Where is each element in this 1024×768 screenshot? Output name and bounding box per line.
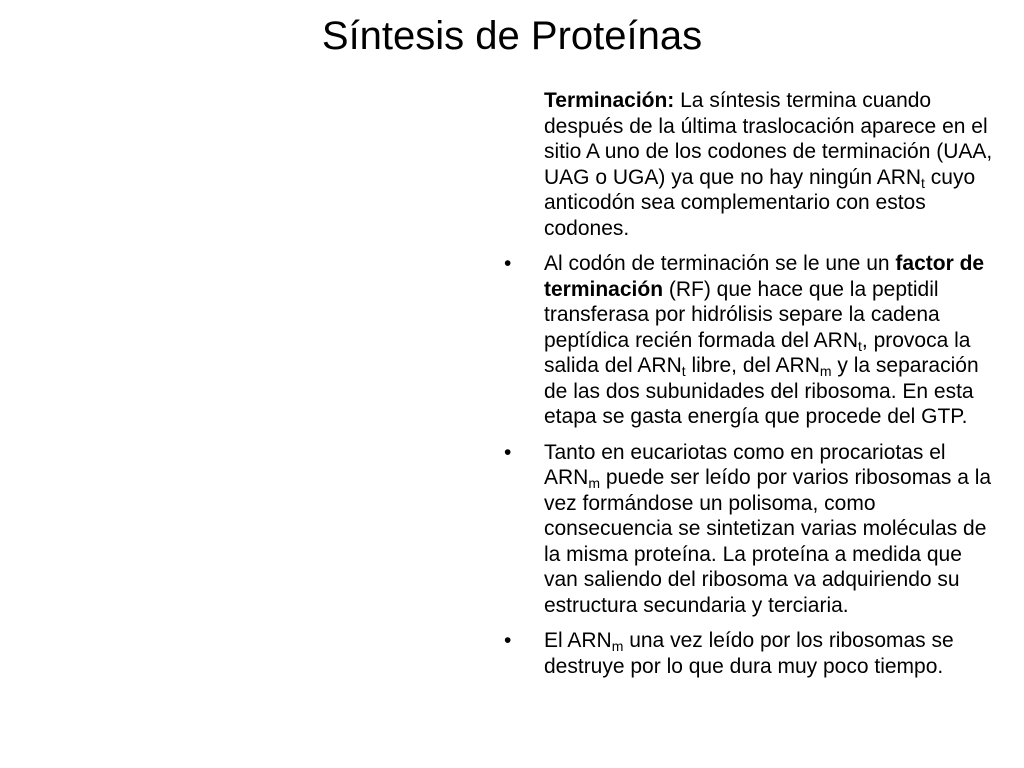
subscript: m [588, 475, 601, 491]
text-run: Tanto en eucariotas como en procariotas el ARN [544, 440, 946, 489]
bold-term: factor de terminación [544, 252, 985, 301]
subscript: t [858, 337, 862, 354]
subscript: t [681, 363, 686, 379]
text-run: y la separación de las dos subunidades del ribosoma. En esta etapa se gasta energía que procede del GTP. [544, 354, 979, 428]
slide-title: Síntesis de Proteínas [321, 14, 703, 58]
text-run: cuyo anticodón sea complementario con estos codones. [544, 165, 976, 240]
bullet-marker: • [504, 252, 512, 275]
bullet-item-polysome [500, 440, 1000, 619]
text-run: El ARN [544, 629, 612, 652]
text-run: (RF) que hace que la peptidil transferasa por hidrólisis separe la cadena peptídica recién formada del ARN [544, 277, 940, 352]
bullet-marker: • [504, 440, 512, 464]
slide-body [500, 88, 1000, 689]
text-run: La síntesis termina cuando después de la última traslocación aparece en el sitio A uno de los codones de terminación (UAA, UAG o UGA) ya que no hay ningún ARN [544, 89, 993, 189]
text-run: libre, del ARN [685, 354, 820, 377]
bullet-item-release-factor [500, 251, 1000, 430]
text-run: puede ser leído por varios ribosomas a la vez formándose un polisoma, como consecuencia se sintetizan varias moléculas de la misma proteína. La proteína a medida que van saliendo del ribosoma va adquiriendo su estructura secundaria y terciaria. [544, 466, 992, 617]
subscript: t [921, 174, 925, 191]
text-run: , provoca la salida del ARN [544, 328, 971, 377]
bullet-marker: • [504, 629, 512, 652]
subscript: m [819, 363, 832, 379]
bullet-item-mrna-degradation [500, 628, 1000, 679]
term-heading: Terminación: [544, 89, 675, 112]
text-run: una vez leído por los ribosomas se destruye por lo que dura muy poco tiempo. [544, 629, 954, 678]
subscript: m [611, 638, 624, 654]
text-run: Al codón de terminación se le une un [544, 252, 896, 275]
paragraph-termination [500, 88, 1000, 241]
